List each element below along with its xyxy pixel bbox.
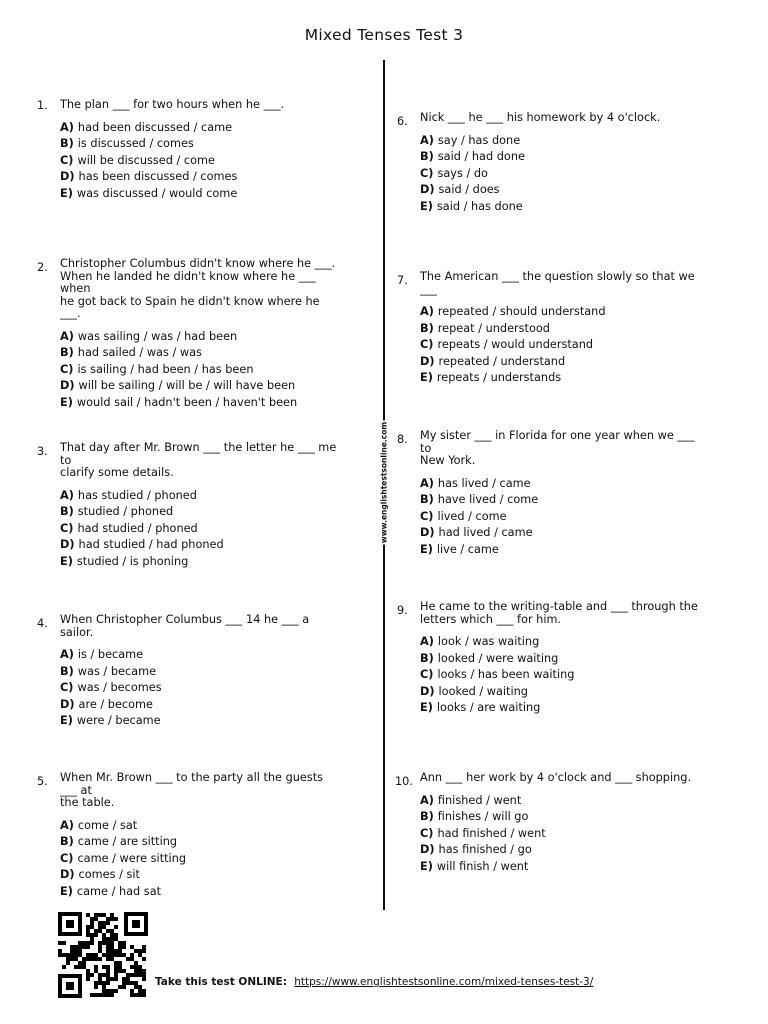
option-text: repeated / should understand	[437, 305, 606, 318]
option-letter: C)	[60, 851, 74, 865]
option-letter: E)	[420, 542, 433, 556]
answer-option[interactable]	[60, 521, 342, 538]
answer-option[interactable]	[420, 542, 702, 559]
answer-option[interactable]	[420, 651, 702, 668]
option-text: has finished / go	[438, 843, 532, 856]
option-text: will be discussed / come	[77, 153, 215, 167]
answer-options	[60, 488, 342, 571]
answer-option[interactable]	[60, 362, 342, 379]
option-text: says / do	[437, 166, 488, 180]
question-text: Nick ___ he ___ his homework by 4 o'clock.	[420, 111, 661, 124]
option-letter: A)	[420, 133, 434, 147]
question-item	[37, 614, 342, 741]
option-text: look / was waiting	[437, 635, 540, 648]
question-text: The American ___ the question slowly so that we ___	[420, 270, 695, 296]
option-letter: C)	[60, 153, 74, 167]
option-letter: A)	[60, 329, 74, 343]
question-text: That day after Mr. Brown ___ the letter he ___ me to clarify some details.	[60, 441, 337, 479]
option-text: studied / phoned	[77, 505, 174, 518]
question-number: 8.	[397, 433, 408, 446]
option-text: was sailing / was / had been	[77, 329, 238, 343]
option-letter: A)	[60, 818, 74, 832]
answer-option[interactable]	[420, 133, 702, 150]
answer-option[interactable]	[60, 554, 342, 571]
page-title: Mixed Tenses Test 3	[304, 26, 464, 44]
option-letter: D)	[420, 183, 435, 196]
question-item	[397, 601, 702, 728]
option-letter: B)	[420, 810, 434, 823]
option-letter: A)	[420, 793, 434, 807]
answer-option[interactable]	[420, 182, 702, 199]
option-letter: C)	[60, 362, 74, 376]
question-item	[397, 772, 702, 886]
answer-option[interactable]	[60, 680, 342, 697]
answer-option[interactable]	[60, 186, 342, 203]
answer-option[interactable]	[420, 370, 702, 387]
option-letter: C)	[60, 521, 74, 535]
answer-option[interactable]	[420, 525, 702, 542]
option-letter: D)	[420, 684, 435, 698]
answer-options	[60, 818, 342, 901]
option-text: said / had done	[437, 150, 525, 163]
question-text: Christopher Columbus didn't know where he ___. When he landed he didn't know where he ___ when he got back to Spain he didn't know where he ___.	[60, 257, 336, 320]
option-letter: B)	[60, 664, 74, 678]
option-text: are / become	[78, 697, 154, 711]
option-text: looked / waiting	[438, 684, 528, 698]
answer-option[interactable]	[60, 488, 342, 505]
option-letter: A)	[420, 476, 434, 490]
question-item	[37, 258, 342, 422]
option-text: came / were sitting	[77, 851, 187, 865]
answer-options	[420, 304, 702, 387]
option-letter: C)	[420, 338, 434, 351]
answer-option[interactable]	[60, 697, 342, 714]
option-text: was / became	[77, 664, 157, 678]
option-text: looks / has been waiting	[437, 668, 575, 681]
option-letter: B)	[60, 835, 74, 848]
option-letter: D)	[420, 526, 435, 539]
answer-option[interactable]	[420, 667, 702, 684]
question-number: 10.	[395, 775, 413, 788]
option-text: has been discussed / comes	[78, 170, 238, 183]
footer-label: Take this test ONLINE:	[155, 976, 287, 988]
option-letter: E)	[60, 186, 73, 200]
online-test-link[interactable]: https://www.englishtestsonline.com/mixed-tenses-test-3/	[294, 976, 594, 988]
question-text: My sister ___ in Florida for one year when we ___ to New York.	[420, 429, 695, 467]
question-number: 2.	[37, 261, 48, 274]
answer-option[interactable]	[420, 476, 702, 493]
answer-option[interactable]	[60, 345, 342, 362]
option-text: repeats / would understand	[437, 338, 594, 351]
option-text: say / has done	[437, 133, 521, 147]
option-letter: B)	[420, 493, 434, 506]
option-letter: E)	[60, 554, 73, 568]
option-text: is discussed / comes	[77, 137, 194, 150]
question-item	[37, 442, 342, 581]
option-text: is sailing / had been / has been	[77, 362, 254, 376]
option-text: repeats / understands	[436, 371, 562, 384]
option-letter: A)	[60, 488, 74, 502]
answer-option[interactable]	[60, 329, 342, 346]
answer-option[interactable]	[420, 634, 702, 651]
answer-option[interactable]	[420, 354, 702, 371]
option-text: were / became	[76, 714, 161, 727]
answer-option[interactable]	[420, 149, 702, 166]
option-text: studied / is phoning	[76, 554, 189, 568]
option-text: had sailed / was / was	[77, 346, 202, 359]
answer-option[interactable]	[60, 818, 342, 835]
option-letter: D)	[60, 379, 75, 392]
option-letter: A)	[420, 635, 434, 648]
option-letter: C)	[420, 166, 434, 180]
option-text: live / came	[436, 542, 499, 556]
option-letter: E)	[420, 859, 433, 873]
option-text: had studied / phoned	[77, 521, 198, 535]
question-item	[397, 271, 702, 398]
option-text: have lived / come	[437, 493, 539, 506]
option-text: finishes / will go	[437, 810, 529, 823]
answer-option[interactable]	[420, 826, 702, 843]
answer-option[interactable]	[60, 851, 342, 868]
answer-option[interactable]	[60, 867, 342, 884]
option-letter: B)	[60, 346, 74, 359]
option-text: had studied / had phoned	[78, 538, 224, 551]
answer-option[interactable]	[60, 120, 342, 137]
answer-option[interactable]	[420, 809, 702, 826]
answer-options	[420, 793, 702, 876]
answer-option[interactable]	[60, 504, 342, 521]
option-letter: B)	[420, 651, 434, 665]
answer-option[interactable]	[420, 684, 702, 701]
option-text: said / has done	[436, 199, 523, 213]
option-text: came / are sitting	[77, 835, 178, 848]
question-number: 1.	[37, 99, 48, 112]
option-text: was / becomes	[77, 681, 162, 694]
option-letter: A)	[60, 648, 74, 661]
option-letter: C)	[420, 826, 434, 840]
option-text: come / sat	[77, 818, 138, 832]
option-text: was discussed / would come	[76, 186, 238, 200]
question-item	[37, 99, 342, 213]
option-letter: D)	[60, 868, 75, 881]
answer-option[interactable]	[60, 378, 342, 395]
option-text: had finished / went	[437, 826, 546, 840]
question-number: 9.	[397, 604, 408, 617]
option-letter: B)	[420, 321, 434, 335]
option-letter: C)	[420, 509, 434, 523]
option-text: repeated / understand	[438, 354, 566, 368]
option-letter: D)	[60, 538, 75, 551]
option-text: repeat / understood	[437, 321, 550, 335]
qr-code	[58, 912, 148, 998]
question-item	[397, 430, 702, 569]
answer-option[interactable]	[60, 664, 342, 681]
answer-option[interactable]	[420, 337, 702, 354]
option-letter: E)	[420, 199, 433, 213]
side-url-text: www.englishtestsonline.com	[379, 421, 389, 544]
option-letter: E)	[60, 884, 73, 898]
option-letter: D)	[420, 843, 435, 856]
option-letter: E)	[420, 701, 433, 714]
answer-option[interactable]	[420, 321, 702, 338]
option-text: will be sailing / will be / will have been	[78, 379, 296, 392]
answer-option[interactable]	[420, 304, 702, 321]
option-text: will finish / went	[436, 859, 529, 873]
option-letter: D)	[60, 170, 75, 183]
answer-option[interactable]	[60, 834, 342, 851]
answer-options	[60, 329, 342, 412]
option-letter: E)	[60, 714, 73, 727]
option-letter: A)	[60, 120, 74, 134]
answer-option[interactable]	[60, 169, 342, 186]
option-text: had been discussed / came	[77, 120, 233, 134]
question-number: 3.	[37, 445, 48, 458]
answer-options	[60, 120, 342, 203]
answer-option[interactable]	[420, 700, 702, 717]
answer-option[interactable]	[420, 492, 702, 509]
question-text: He came to the writing-table and ___ through the letters which ___ for him.	[420, 600, 698, 626]
option-letter: B)	[60, 505, 74, 518]
option-letter: D)	[420, 354, 435, 368]
option-text: lived / come	[437, 509, 507, 523]
question-number: 7.	[397, 274, 408, 287]
answer-option[interactable]	[60, 395, 342, 412]
answer-option[interactable]	[60, 884, 342, 901]
option-letter: C)	[420, 668, 434, 681]
option-letter: B)	[60, 137, 74, 150]
option-text: finished / went	[437, 793, 522, 807]
question-text: Ann ___ her work by 4 o'clock and ___ shopping.	[420, 771, 692, 784]
answer-option[interactable]	[60, 136, 342, 153]
option-text: has lived / came	[437, 476, 531, 490]
option-letter: D)	[60, 697, 75, 711]
answer-option[interactable]	[420, 793, 702, 810]
question-number: 5.	[37, 775, 48, 788]
answer-option[interactable]	[60, 713, 342, 730]
answer-option[interactable]	[60, 153, 342, 170]
question-text: When Christopher Columbus ___ 14 he ___ a sailor.	[60, 613, 310, 639]
question-number: 6.	[397, 115, 408, 128]
answer-options	[420, 133, 702, 216]
answer-option[interactable]	[420, 859, 702, 876]
question-item	[397, 112, 702, 226]
answer-options	[420, 634, 702, 717]
option-letter: C)	[60, 681, 74, 694]
option-letter: A)	[420, 305, 434, 318]
option-text: would sail / hadn't been / haven't been	[76, 395, 298, 409]
option-text: looks / are waiting	[436, 701, 541, 714]
answer-option[interactable]	[420, 199, 702, 216]
answer-option[interactable]	[420, 509, 702, 526]
option-text: looked / were waiting	[437, 651, 559, 665]
answer-option[interactable]	[420, 842, 702, 859]
footer	[155, 976, 593, 988]
option-letter: B)	[420, 150, 434, 163]
question-item	[37, 772, 342, 911]
answer-option[interactable]	[60, 647, 342, 664]
question-text: The plan ___ for two hours when he ___.	[60, 98, 285, 111]
option-text: has studied / phoned	[77, 488, 197, 502]
question-text: When Mr. Brown ___ to the party all the guests ___ at the table.	[60, 771, 324, 809]
option-text: had lived / came	[438, 526, 533, 539]
option-text: said / does	[438, 183, 500, 196]
option-text: comes / sit	[78, 868, 140, 881]
option-text: is / became	[77, 648, 144, 661]
answer-options	[60, 647, 342, 730]
option-letter: E)	[60, 395, 73, 409]
option-text: came / had sat	[76, 884, 162, 898]
answer-options	[420, 476, 702, 559]
answer-option[interactable]	[60, 537, 342, 554]
option-letter: E)	[420, 371, 433, 384]
answer-option[interactable]	[420, 166, 702, 183]
question-number: 4.	[37, 617, 48, 630]
